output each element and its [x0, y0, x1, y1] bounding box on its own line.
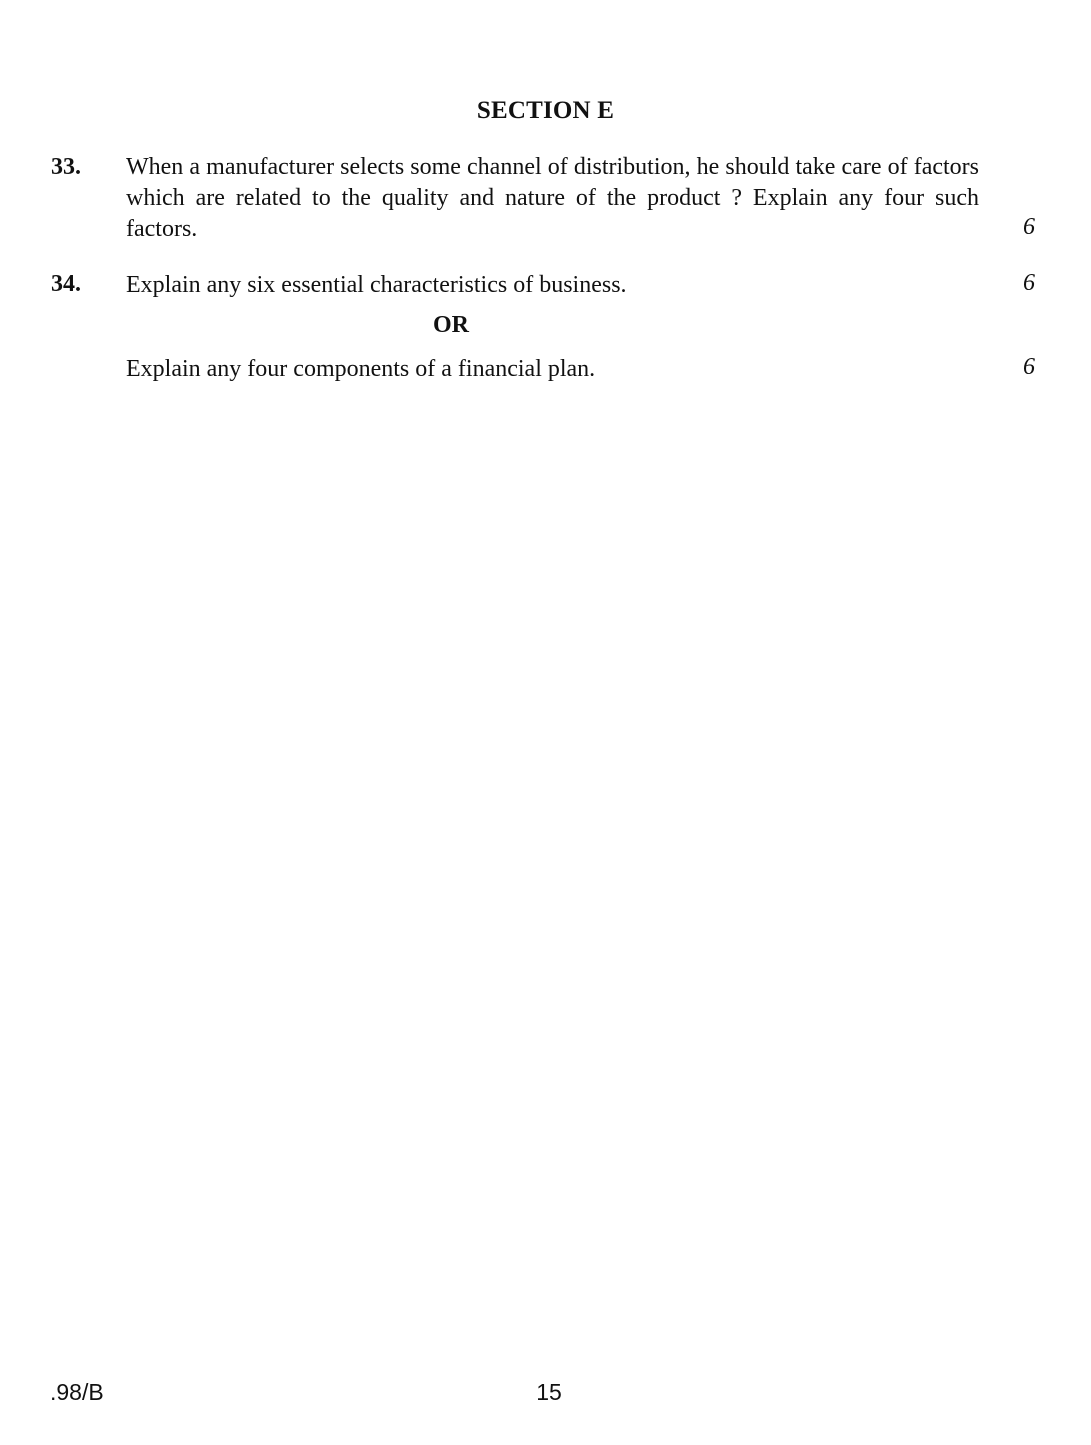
question-34-text: Explain any six essential characteristics of business.	[126, 272, 627, 298]
page-number: 15	[536, 1379, 562, 1405]
question-33-number: 33.	[51, 154, 81, 180]
question-34-alternative-marks: 6	[1023, 354, 1035, 380]
section-title: SECTION E	[476, 97, 615, 124]
question-34-number: 34.	[51, 271, 81, 297]
question-34-alternative-text: Explain any four components of a financial plan.	[126, 356, 596, 382]
or-label: OR	[433, 312, 469, 338]
footer-code: .98/B	[50, 1379, 104, 1405]
question-33-marks: 6	[1023, 214, 1035, 240]
question-34-marks: 6	[1023, 270, 1035, 296]
question-33-text: When a manufacturer selects some channel of distribution, he should take care of factors which are related to the quality and nature of the product ? Explain any four such factors.	[126, 154, 979, 242]
